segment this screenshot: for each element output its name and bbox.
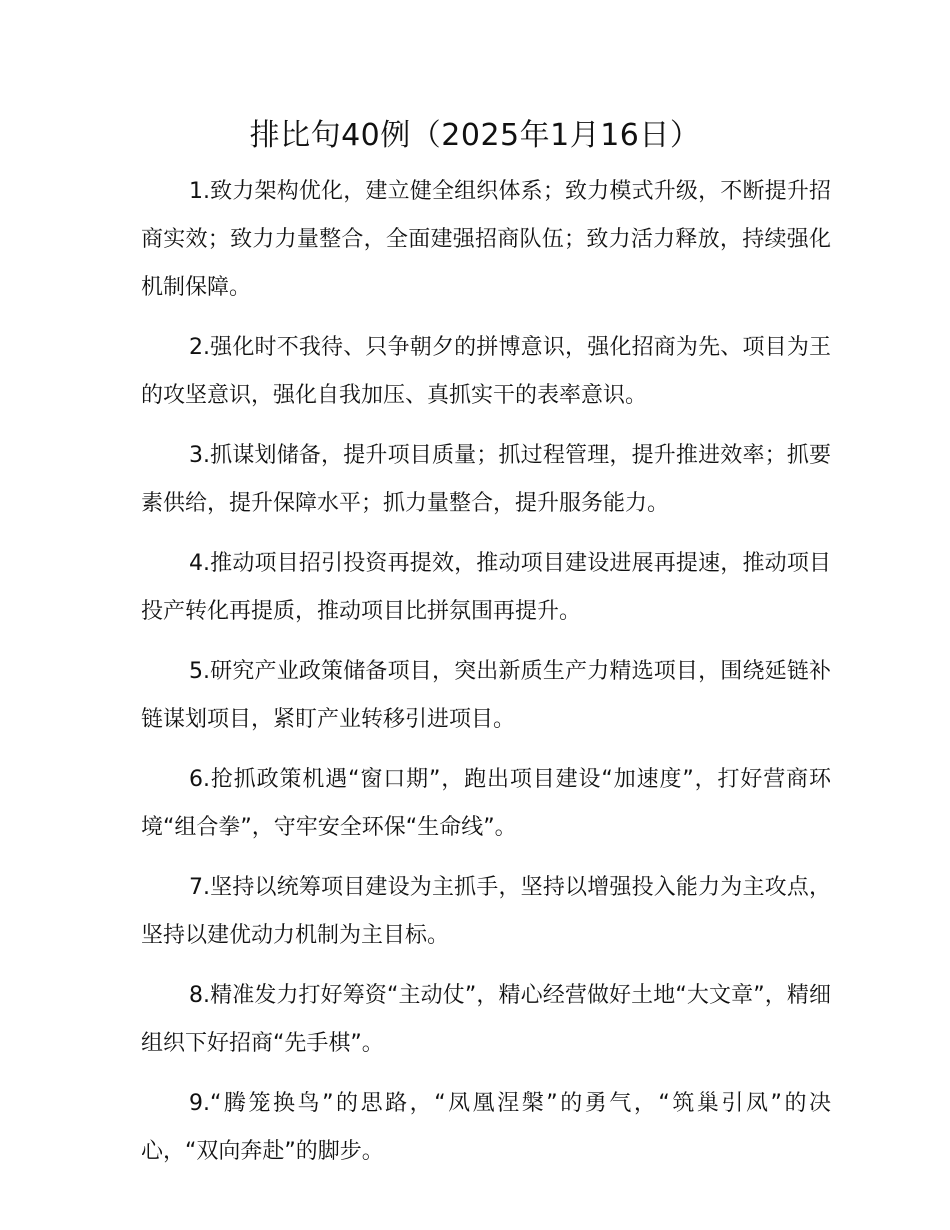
paragraph-7: 7.坚持以统筹项目建设为主抓手，坚持以增强投入能力为主攻点，坚持以建优动力机制为主目标。 [141,875,831,948]
paragraph-5: 5.研究产业政策储备项目，突出新质生产力精选项目，围绕延链补链谋划项目，紧盯产业转移引进项目。 [141,659,831,732]
paragraph-9: 9.“腾笼换鸟”的思路，“凤凰涅槃”的勇气，“筑巢引凤”的决心，“双向奔赴”的脚步。 [141,1091,831,1164]
document-body [141,168,831,1188]
paragraph-4: 4.推动项目招引投资再提效，推动项目建设进展再提速，推动项目投产转化再提质，推动项目比拼氛围再提升。 [141,551,831,624]
document-title: 排比句40例（2025年1月16日） [249,118,701,153]
paragraph-2: 2.强化时不我待、只争朝夕的拼博意识，强化招商为先、项目为王的攻坚意识，强化自我加压、真抓实干的表率意识。 [141,335,831,408]
paragraph-8: 8.精准发力打好筹资“主动仗”，精心经营做好土地“大文章”，精细组织下好招商“先手棋”。 [141,983,831,1056]
paragraph-6: 6.抢抓政策机遇“窗口期”，跑出项目建设“加速度”，打好营商环境“组合拳”，守牢安全环保“生命线”。 [141,767,831,840]
paragraph-3: 3.抓谋划储备，提升项目质量；抓过程管理，提升推进效率；抓要素供给，提升保障水平；抓力量整合，提升服务能力。 [141,443,831,516]
paragraph-1: 1.致力架构优化，建立健全组织体系；致力模式升级，不断提升招商实效；致力力量整合，全面建强招商队伍；致力活力释放，持续强化机制保障。 [141,179,831,300]
